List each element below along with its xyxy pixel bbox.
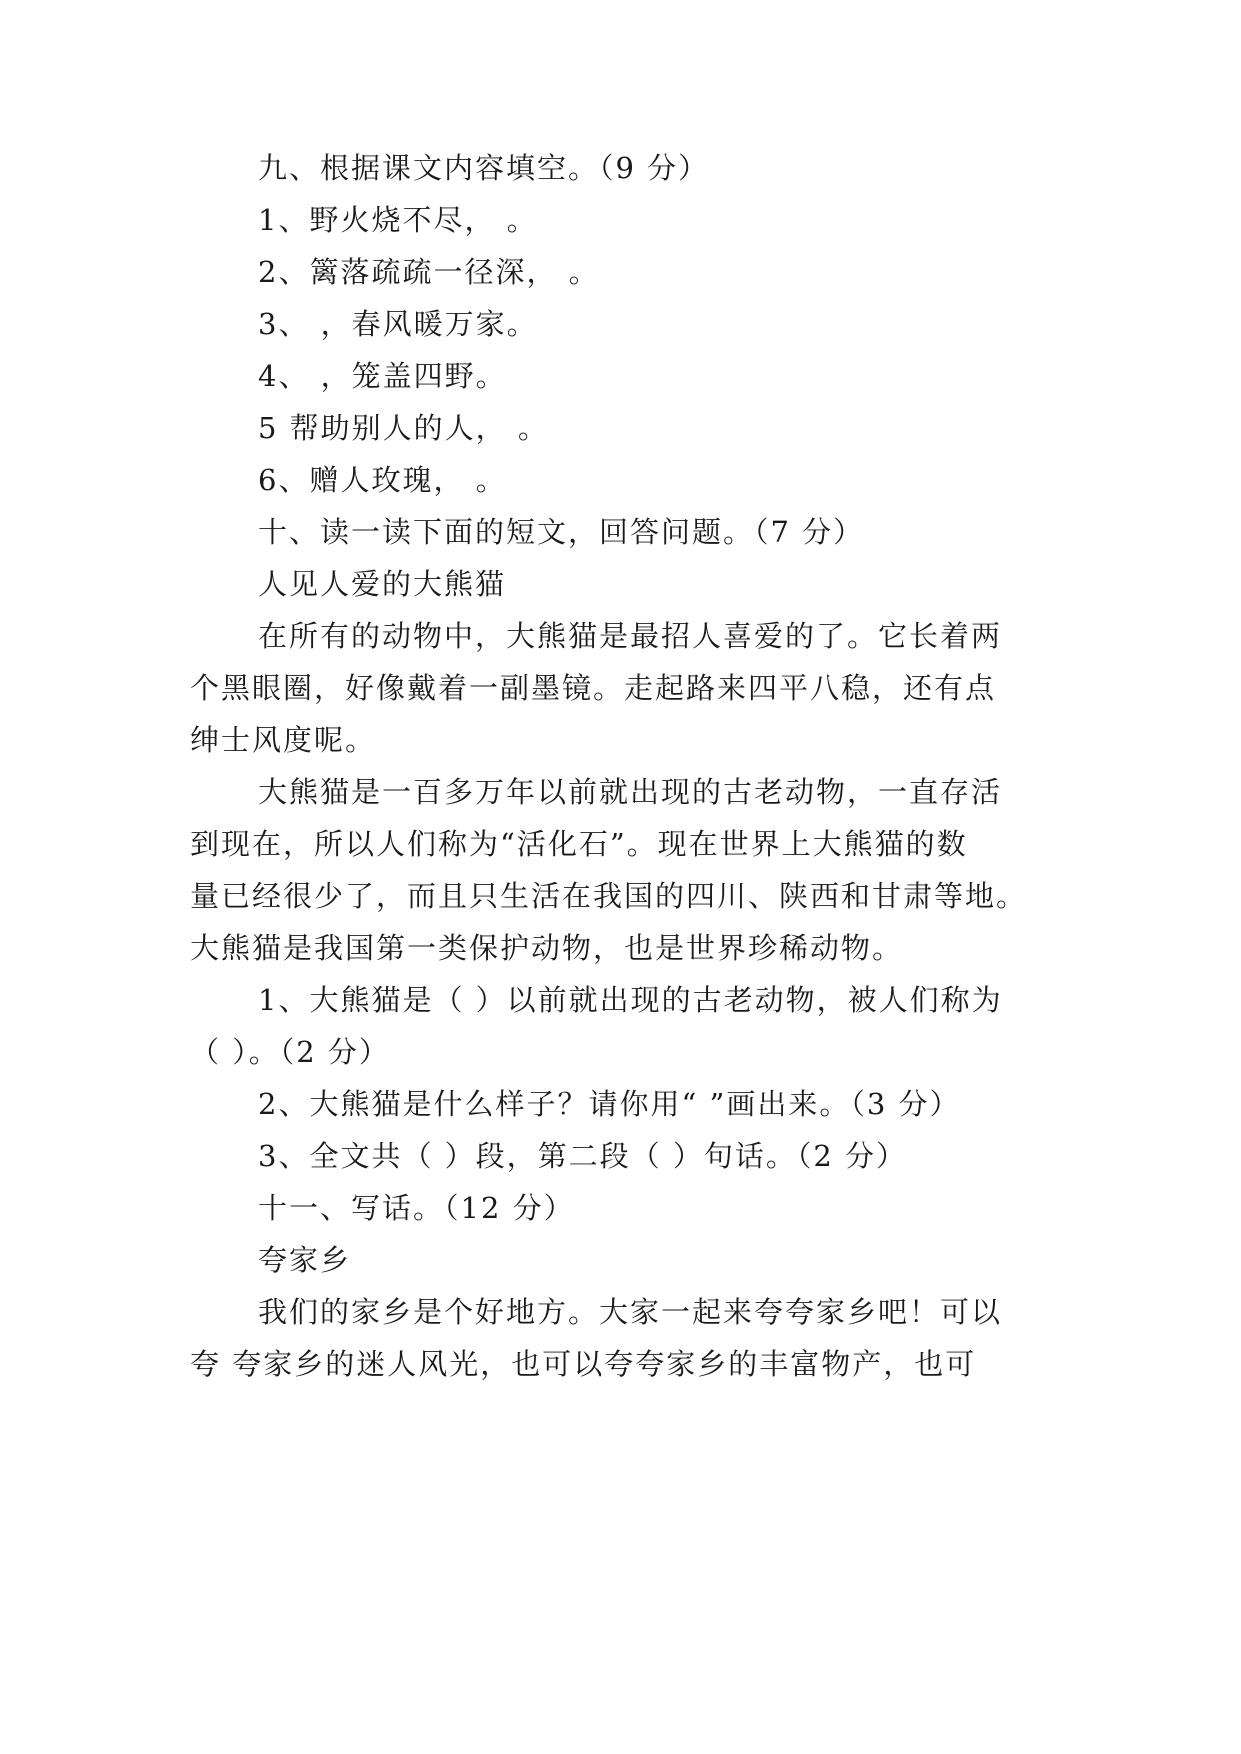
writing-para-line1: 我们的家乡是个好地方。大家一起来夸夸家乡吧！可以 (258, 1295, 1003, 1329)
passage-title: 人见人爱的大熊猫 (258, 567, 507, 601)
passage-para1-line1: 在所有的动物中，大熊猫是最招人喜爱的了。它长着两 (258, 619, 1003, 653)
writing-title: 夸家乡 (258, 1243, 352, 1277)
fill-item-3: 3、 ，春风暖万家。 (258, 307, 538, 341)
question-1-line2: （ ）。（2 分） (190, 1035, 390, 1069)
fill-item-1: 1、野火烧不尽， 。 (258, 203, 538, 237)
question-1-line1: 1、大熊猫是（ ）以前就出现的古老动物，被人们称为 (258, 983, 1003, 1017)
passage-para1-line2: 个黑眼圈，好像戴着一副墨镜。走起路来四平八稳，还有点 (190, 671, 997, 705)
section-11-heading: 十一、写话。（12 分） (258, 1191, 575, 1225)
fill-item-4: 4、 ，笼盖四野。 (258, 359, 507, 393)
passage-para2-line2: 到现在，所以人们称为“活化石”。现在世界上大熊猫的数 (190, 827, 968, 861)
question-3: 3、全文共（ ）段，第二段（ ）句话。（2 分） (258, 1139, 908, 1173)
section-9-heading: 九、根据课文内容填空。（9 分） (258, 151, 710, 185)
question-2: 2、大熊猫是什么样子？请你用“ ”画出来。（3 分） (258, 1087, 961, 1121)
passage-para2-line3: 量已经很少了，而且只生活在我国的四川、陕西和甘肃等地。 (190, 879, 1028, 913)
passage-para1-line3: 绅士风度呢。 (190, 723, 377, 757)
section-10-heading: 十、读一读下面的短文，回答问题。（7 分） (258, 515, 865, 549)
passage-para2-line4: 大熊猫是我国第一类保护动物，也是世界珍稀动物。 (190, 931, 904, 965)
passage-para2-line1: 大熊猫是一百多万年以前就出现的古老动物，一直存活 (258, 775, 1003, 809)
fill-item-6: 6、赠人玫瑰， 。 (258, 463, 507, 497)
writing-para-line2: 夸 夸家乡的迷人风光，也可以夸夸家乡的丰富物产，也可 (190, 1347, 977, 1381)
fill-item-2: 2、篱落疏疏一径深， 。 (258, 255, 600, 289)
fill-item-5: 5 帮助别人的人， 。 (258, 411, 549, 445)
